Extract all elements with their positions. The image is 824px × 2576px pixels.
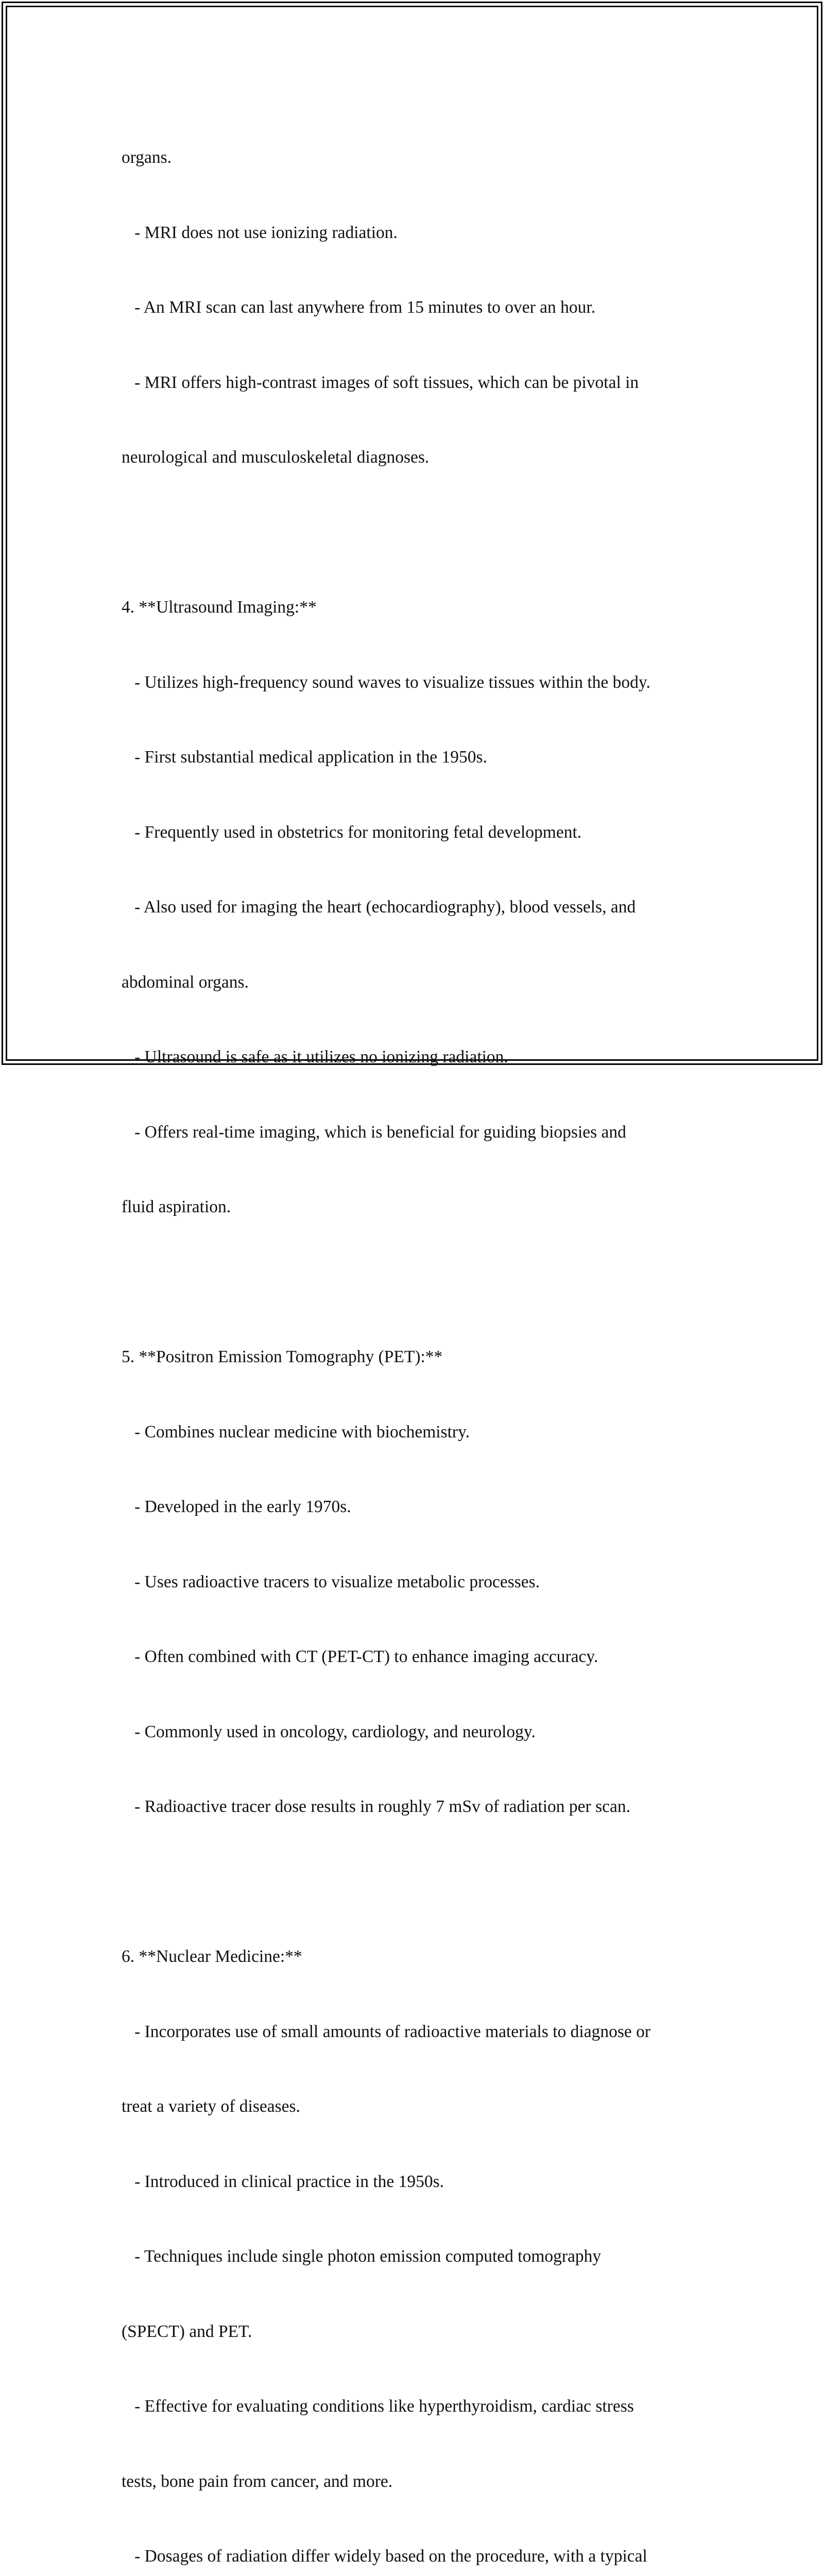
section-heading: 6. **Nuclear Medicine:** — [122, 1947, 302, 1966]
section-heading: 5. **Positron Emission Tomography (PET):** — [122, 1347, 443, 1366]
text-line: - Frequently used in obstetrics for monitoring fetal development. — [122, 822, 582, 842]
text-line: - MRI offers high-contrast images of soft tissues, which can be pivotal in — [122, 372, 639, 392]
text-line: - Combines nuclear medicine with biochemistry. — [122, 1422, 470, 1442]
text-line: (SPECT) and PET. — [122, 2321, 252, 2341]
text-line: - An MRI scan can last anywhere from 15 minutes to over an hour. — [122, 298, 596, 317]
text-line: - Effective for evaluating conditions like hyperthyroidism, cardiac stress — [122, 2397, 634, 2416]
text-line: - Uses radioactive tracers to visualize metabolic processes. — [122, 1572, 540, 1591]
text-line: abdominal organs. — [122, 972, 249, 992]
text-line: - Introduced in clinical practice in the 1950s. — [122, 2172, 444, 2191]
text-line: - Utilizes high-frequency sound waves to visualize tissues within the body. — [122, 672, 650, 692]
text-line: - Techniques include single photon emission computed tomography — [122, 2247, 602, 2266]
text-line: - Dosages of radiation differ widely based on the procedure, with a typical — [122, 2547, 647, 2566]
text-line: - Often combined with CT (PET-CT) to enhance imaging accuracy. — [122, 1647, 598, 1666]
text-line: - Incorporates use of small amounts of radioactive materials to diagnose or — [122, 2022, 651, 2041]
text-line: - First substantial medical application in the 1950s. — [122, 748, 487, 767]
text-line: - Ultrasound is safe as it utilizes no ionizing radiation. — [122, 1047, 508, 1066]
text-line: organs. — [122, 148, 172, 167]
text-line: neurological and musculoskeletal diagnoses. — [122, 448, 430, 467]
text-line: - Also used for imaging the heart (echocardiography), blood vessels, and — [122, 897, 636, 917]
section-heading: 4. **Ultrasound Imaging:** — [122, 598, 317, 617]
text-line: - Offers real-time imaging, which is beneficial for guiding biopsies and — [122, 1122, 626, 1142]
blank-line — [122, 520, 703, 546]
blank-line — [122, 1270, 703, 1295]
blank-line — [122, 1870, 703, 1895]
text-line: fluid aspiration. — [122, 1197, 231, 1216]
text-line: treat a variety of diseases. — [122, 2097, 300, 2116]
text-line: - Developed in the early 1970s. — [122, 1497, 351, 1516]
text-line: - Radioactive tracer dose results in roughly 7 mSv of radiation per scan. — [122, 1797, 630, 1816]
text-line: - MRI does not use ionizing radiation. — [122, 223, 398, 242]
text-line: tests, bone pain from cancer, and more. — [122, 2471, 393, 2491]
text-line: - Commonly used in oncology, cardiology, and neurology. — [122, 1722, 536, 1741]
document-text — [122, 95, 703, 2576]
